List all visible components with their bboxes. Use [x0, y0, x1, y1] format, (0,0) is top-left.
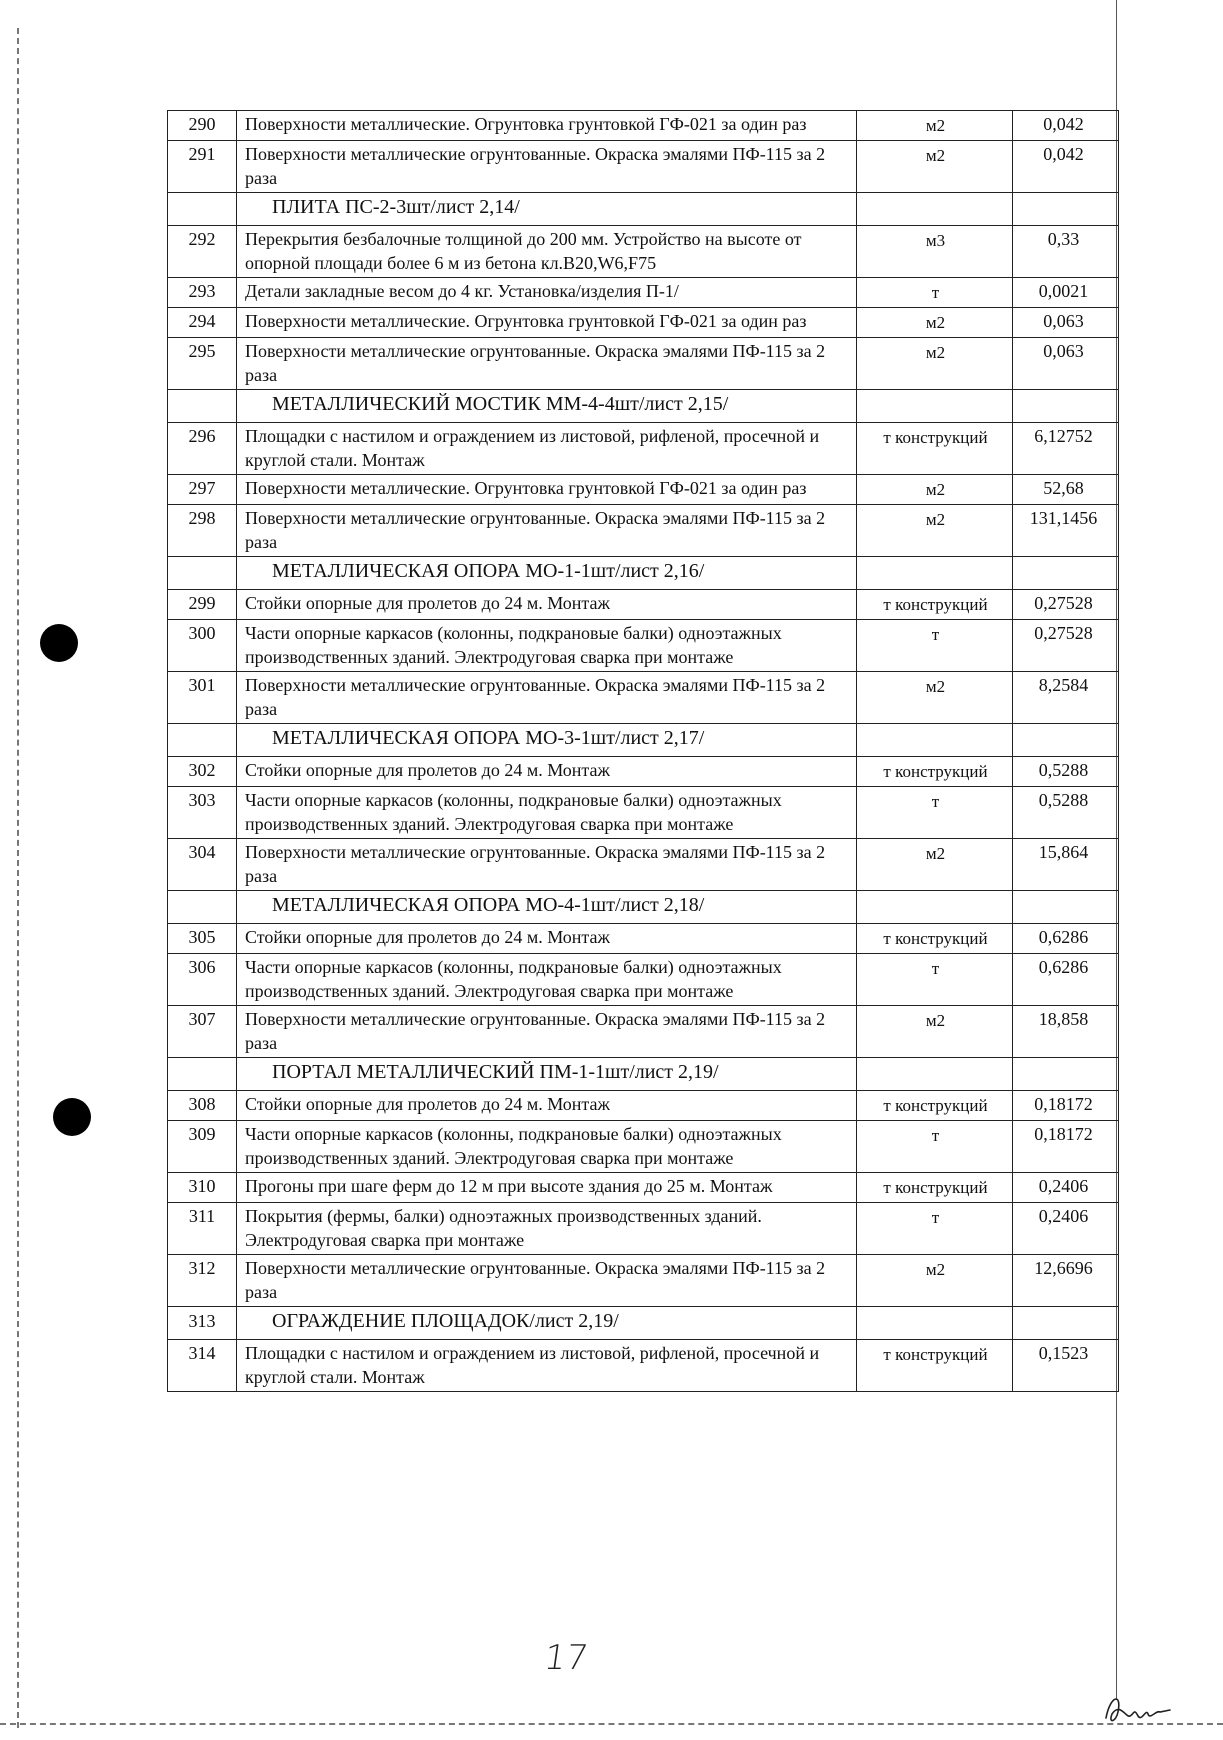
- section-title: МЕТАЛЛИЧЕСКАЯ ОПОРА МО-4-1шт/лист 2,18/: [237, 891, 857, 924]
- unit-cell: [857, 891, 1013, 924]
- punch-hole: [40, 624, 78, 662]
- row-number: 297: [168, 475, 237, 505]
- row-number: [168, 193, 237, 226]
- work-description: Стойки опорные для пролетов до 24 м. Монтаж: [237, 757, 857, 787]
- table-row: [168, 924, 1119, 954]
- work-description: Площадки с настилом и ограждением из листовой, рифленой, просечной и круглой стали. Монтаж: [237, 1340, 857, 1392]
- estimate-table: [167, 110, 1119, 1392]
- quantity-cell: 0,042: [1013, 141, 1119, 193]
- work-description: Стойки опорные для пролетов до 24 м. Монтаж: [237, 1091, 857, 1121]
- table-row: [168, 1006, 1119, 1058]
- quantity-cell: 0,6286: [1013, 954, 1119, 1006]
- row-number: 291: [168, 141, 237, 193]
- unit-cell: т: [857, 1121, 1013, 1173]
- work-description: Детали закладные весом до 4 кг. Установка/изделия П-1/: [237, 278, 857, 308]
- table-row: [168, 278, 1119, 308]
- work-description: Поверхности металлические огрунтованные. Окраска эмалями ПФ-115 за 2 раза: [237, 672, 857, 724]
- quantity-cell: [1013, 1307, 1119, 1340]
- table-row: [168, 423, 1119, 475]
- unit-cell: м3: [857, 226, 1013, 278]
- quantity-cell: 0,042: [1013, 111, 1119, 141]
- row-number: 308: [168, 1091, 237, 1121]
- work-description: Поверхности металлические огрунтованные. Окраска эмалями ПФ-115 за 2 раза: [237, 839, 857, 891]
- quantity-cell: 0,1523: [1013, 1340, 1119, 1392]
- quantity-cell: 18,858: [1013, 1006, 1119, 1058]
- quantity-cell: 0,18172: [1013, 1091, 1119, 1121]
- quantity-cell: 8,2584: [1013, 672, 1119, 724]
- work-description: Части опорные каркасов (колонны, подкрановые балки) одноэтажных производственных зданий. Электродуговая сварка при монтаже: [237, 787, 857, 839]
- unit-cell: м2: [857, 111, 1013, 141]
- scan-edge-bottom: [0, 1723, 1223, 1725]
- work-description: Поверхности металлические огрунтованные. Окраска эмалями ПФ-115 за 2 раза: [237, 141, 857, 193]
- quantity-cell: 0,2406: [1013, 1173, 1119, 1203]
- row-number: 310: [168, 1173, 237, 1203]
- section-header-row: [168, 724, 1119, 757]
- unit-cell: т конструкций: [857, 1340, 1013, 1392]
- section-title: МЕТАЛЛИЧЕСКАЯ ОПОРА МО-1-1шт/лист 2,16/: [237, 557, 857, 590]
- work-description: Поверхности металлические огрунтованные. Окраска эмалями ПФ-115 за 2 раза: [237, 1006, 857, 1058]
- unit-cell: т конструкций: [857, 924, 1013, 954]
- row-number: 304: [168, 839, 237, 891]
- row-number: 302: [168, 757, 237, 787]
- signature: [1100, 1688, 1180, 1728]
- quantity-cell: [1013, 557, 1119, 590]
- table-row: [168, 1091, 1119, 1121]
- section-header-row: [168, 1307, 1119, 1340]
- unit-cell: т конструкций: [857, 1173, 1013, 1203]
- row-number: 299: [168, 590, 237, 620]
- row-number: 307: [168, 1006, 237, 1058]
- section-header-row: [168, 557, 1119, 590]
- unit-cell: т: [857, 1203, 1013, 1255]
- unit-cell: т конструкций: [857, 423, 1013, 475]
- unit-cell: м2: [857, 308, 1013, 338]
- work-description: Поверхности металлические. Огрунтовка грунтовкой ГФ-021 за один раз: [237, 475, 857, 505]
- work-description: Стойки опорные для пролетов до 24 м. Монтаж: [237, 590, 857, 620]
- work-description: Поверхности металлические. Огрунтовка грунтовкой ГФ-021 за один раз: [237, 308, 857, 338]
- unit-cell: [857, 1307, 1013, 1340]
- work-description: Покрытия (фермы, балки) одноэтажных производственных зданий. Электродуговая сварка при монтаже: [237, 1203, 857, 1255]
- table-row: [168, 954, 1119, 1006]
- quantity-cell: 0,6286: [1013, 924, 1119, 954]
- unit-cell: [857, 1058, 1013, 1091]
- work-description: Стойки опорные для пролетов до 24 м. Монтаж: [237, 924, 857, 954]
- quantity-cell: [1013, 193, 1119, 226]
- table-row: [168, 672, 1119, 724]
- unit-cell: [857, 193, 1013, 226]
- row-number: 301: [168, 672, 237, 724]
- table-row: [168, 226, 1119, 278]
- table-row: [168, 1121, 1119, 1173]
- row-number: [168, 1058, 237, 1091]
- row-number: 314: [168, 1340, 237, 1392]
- row-number: 309: [168, 1121, 237, 1173]
- table-row: [168, 590, 1119, 620]
- row-number: [168, 390, 237, 423]
- punch-hole: [53, 1098, 91, 1136]
- unit-cell: [857, 557, 1013, 590]
- row-number: 300: [168, 620, 237, 672]
- work-description: Части опорные каркасов (колонны, подкрановые балки) одноэтажных производственных зданий. Электродуговая сварка при монтаже: [237, 1121, 857, 1173]
- work-description: Перекрытия безбалочные толщиной до 200 мм. Устройство на высоте от опорной площади более 6 м из бетона кл.В20,W6,F75: [237, 226, 857, 278]
- table-row: [168, 338, 1119, 390]
- quantity-cell: 15,864: [1013, 839, 1119, 891]
- row-number: 296: [168, 423, 237, 475]
- row-number: 290: [168, 111, 237, 141]
- table-row: [168, 787, 1119, 839]
- quantity-cell: 0,27528: [1013, 590, 1119, 620]
- section-title: ПОРТАЛ МЕТАЛЛИЧЕСКИЙ ПМ-1-1шт/лист 2,19/: [237, 1058, 857, 1091]
- table-row: [168, 1203, 1119, 1255]
- quantity-cell: 12,6696: [1013, 1255, 1119, 1307]
- work-description: Части опорные каркасов (колонны, подкрановые балки) одноэтажных производственных зданий. Электродуговая сварка при монтаже: [237, 954, 857, 1006]
- row-number: 295: [168, 338, 237, 390]
- row-number: 313: [168, 1307, 237, 1340]
- unit-cell: м2: [857, 141, 1013, 193]
- row-number: [168, 557, 237, 590]
- quantity-cell: [1013, 390, 1119, 423]
- estimate-table-body: [168, 111, 1119, 1392]
- table-row: [168, 757, 1119, 787]
- table-row: [168, 308, 1119, 338]
- unit-cell: м2: [857, 505, 1013, 557]
- quantity-cell: 0,33: [1013, 226, 1119, 278]
- section-title: ОГРАЖДЕНИЕ ПЛОЩАДОК/лист 2,19/: [237, 1307, 857, 1340]
- quantity-cell: [1013, 724, 1119, 757]
- unit-cell: м2: [857, 1006, 1013, 1058]
- table-row: [168, 839, 1119, 891]
- quantity-cell: 0,5288: [1013, 787, 1119, 839]
- quantity-cell: 0,18172: [1013, 1121, 1119, 1173]
- quantity-cell: 52,68: [1013, 475, 1119, 505]
- row-number: 298: [168, 505, 237, 557]
- unit-cell: т: [857, 787, 1013, 839]
- work-description: Поверхности металлические огрунтованные. Окраска эмалями ПФ-115 за 2 раза: [237, 505, 857, 557]
- row-number: 303: [168, 787, 237, 839]
- row-number: 312: [168, 1255, 237, 1307]
- unit-cell: т: [857, 278, 1013, 308]
- quantity-cell: [1013, 891, 1119, 924]
- unit-cell: [857, 724, 1013, 757]
- unit-cell: т: [857, 954, 1013, 1006]
- row-number: 293: [168, 278, 237, 308]
- row-number: [168, 724, 237, 757]
- unit-cell: м2: [857, 839, 1013, 891]
- table-row: [168, 505, 1119, 557]
- row-number: 311: [168, 1203, 237, 1255]
- work-description: Поверхности металлические. Огрунтовка грунтовкой ГФ-021 за один раз: [237, 111, 857, 141]
- section-header-row: [168, 891, 1119, 924]
- table-row: [168, 141, 1119, 193]
- unit-cell: м2: [857, 475, 1013, 505]
- quantity-cell: 0,5288: [1013, 757, 1119, 787]
- work-description: Поверхности металлические огрунтованные. Окраска эмалями ПФ-115 за 2 раза: [237, 338, 857, 390]
- table-row: [168, 1173, 1119, 1203]
- scan-edge-left: [17, 28, 19, 1728]
- section-title: ПЛИТА ПС-2-3шт/лист 2,14/: [237, 193, 857, 226]
- table-row: [168, 1255, 1119, 1307]
- unit-cell: т конструкций: [857, 590, 1013, 620]
- unit-cell: [857, 390, 1013, 423]
- table-row: [168, 475, 1119, 505]
- quantity-cell: 0,0021: [1013, 278, 1119, 308]
- table-row: [168, 111, 1119, 141]
- work-description: Части опорные каркасов (колонны, подкрановые балки) одноэтажных производственных зданий. Электродуговая сварка при монтаже: [237, 620, 857, 672]
- work-description: Прогоны при шаге ферм до 12 м при высоте здания до 25 м. Монтаж: [237, 1173, 857, 1203]
- unit-cell: м2: [857, 338, 1013, 390]
- quantity-cell: 0,063: [1013, 338, 1119, 390]
- work-description: Площадки с настилом и ограждением из листовой, рифленой, просечной и круглой стали. Монтаж: [237, 423, 857, 475]
- quantity-cell: 0,2406: [1013, 1203, 1119, 1255]
- unit-cell: м2: [857, 672, 1013, 724]
- quantity-cell: 0,27528: [1013, 620, 1119, 672]
- quantity-cell: 0,063: [1013, 308, 1119, 338]
- page-number: 17: [541, 1638, 591, 1678]
- quantity-cell: [1013, 1058, 1119, 1091]
- section-title: МЕТАЛЛИЧЕСКИЙ МОСТИК ММ-4-4шт/лист 2,15/: [237, 390, 857, 423]
- row-number: 306: [168, 954, 237, 1006]
- table-row: [168, 1340, 1119, 1392]
- unit-cell: т: [857, 620, 1013, 672]
- unit-cell: м2: [857, 1255, 1013, 1307]
- quantity-cell: 6,12752: [1013, 423, 1119, 475]
- quantity-cell: 131,1456: [1013, 505, 1119, 557]
- unit-cell: т конструкций: [857, 1091, 1013, 1121]
- unit-cell: т конструкций: [857, 757, 1013, 787]
- section-title: МЕТАЛЛИЧЕСКАЯ ОПОРА МО-3-1шт/лист 2,17/: [237, 724, 857, 757]
- section-header-row: [168, 1058, 1119, 1091]
- section-header-row: [168, 193, 1119, 226]
- row-number: 305: [168, 924, 237, 954]
- row-number: 294: [168, 308, 237, 338]
- row-number: [168, 891, 237, 924]
- work-description: Поверхности металлические огрунтованные. Окраска эмалями ПФ-115 за 2 раза: [237, 1255, 857, 1307]
- table-row: [168, 620, 1119, 672]
- section-header-row: [168, 390, 1119, 423]
- row-number: 292: [168, 226, 237, 278]
